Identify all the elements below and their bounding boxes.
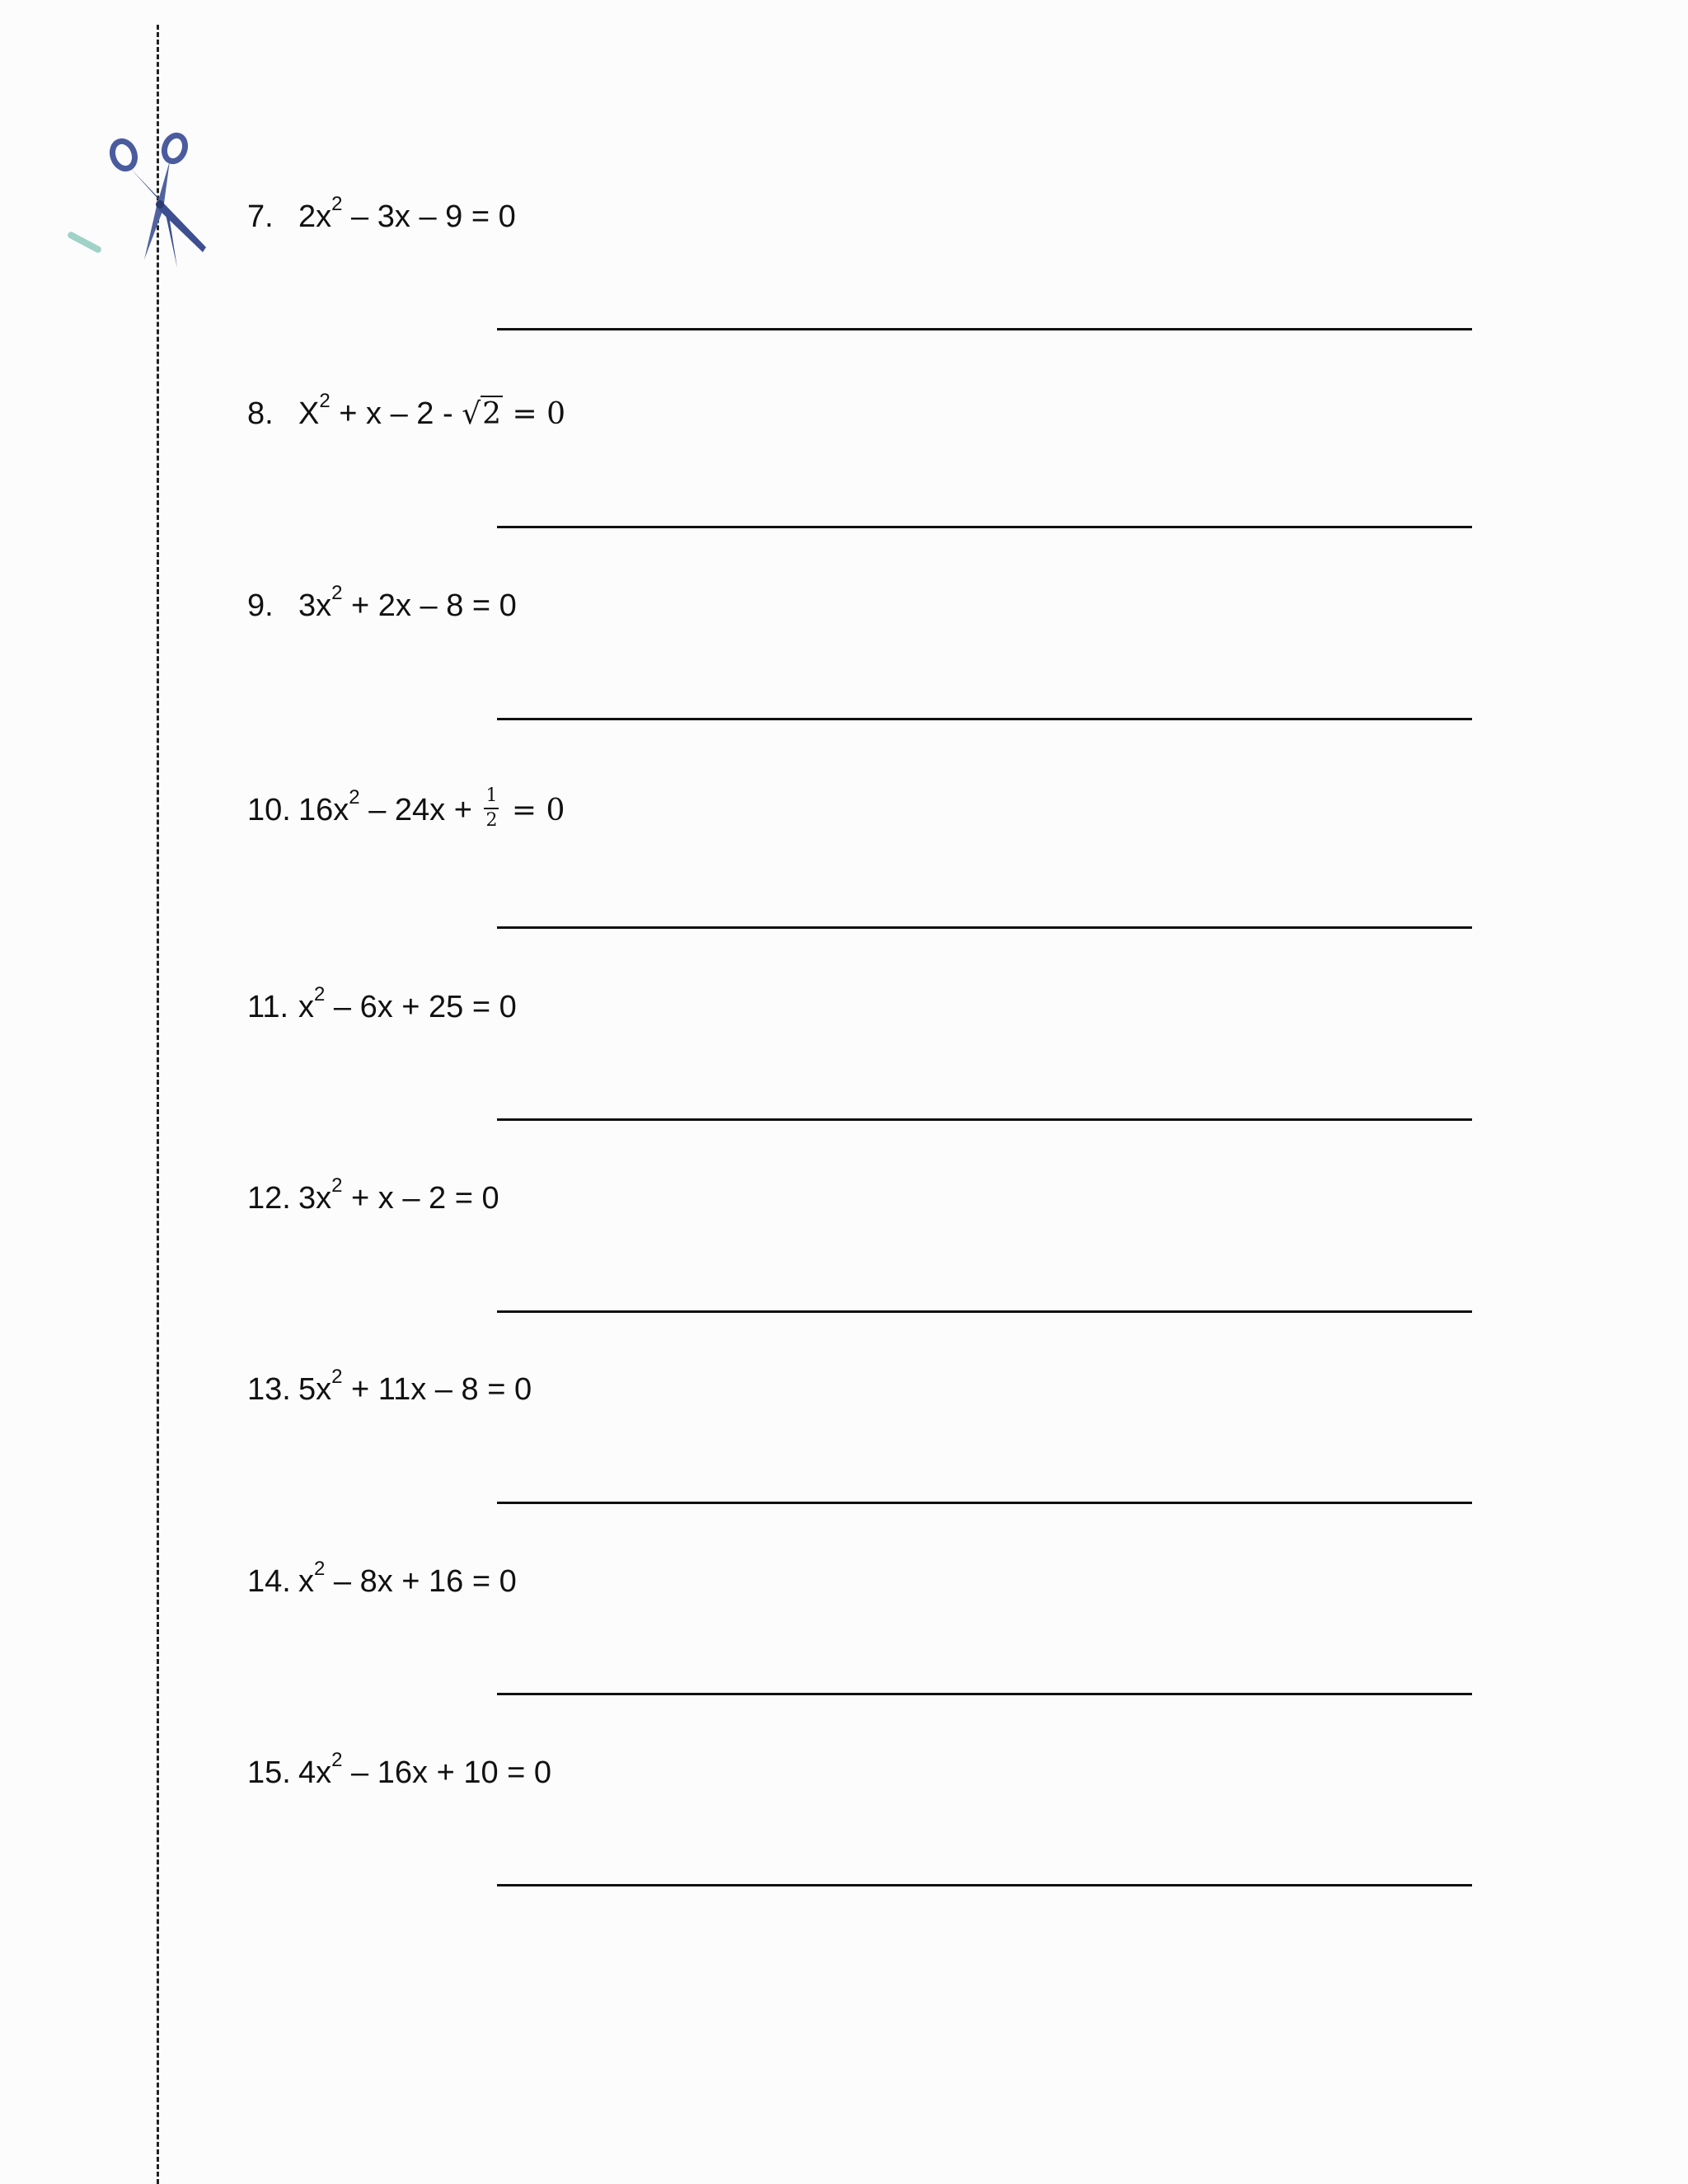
- answer-line-14[interactable]: [497, 1693, 1472, 1695]
- exponent: 2: [331, 1174, 343, 1197]
- square-root: [462, 397, 503, 431]
- exponent: 2: [331, 1366, 343, 1389]
- problem-number: 9.: [247, 588, 274, 623]
- problem-number: 8.: [247, 396, 274, 431]
- equation: [298, 193, 516, 234]
- answer-line-13[interactable]: [497, 1502, 1472, 1504]
- exponent: 2: [314, 1558, 326, 1581]
- equation-term: x: [298, 990, 314, 1024]
- dashed-cut-line: [157, 25, 159, 2184]
- problem-number: 10.: [247, 793, 291, 828]
- answer-line-7[interactable]: [497, 328, 1472, 330]
- answer-line-12[interactable]: [497, 1310, 1472, 1313]
- equation-term: – 8x + 16 = 0: [325, 1564, 517, 1599]
- fraction-numerator: 1: [484, 787, 499, 809]
- problem-number: 14.: [247, 1564, 291, 1599]
- answer-line-10[interactable]: [497, 926, 1472, 929]
- equation-term: x: [298, 1564, 314, 1599]
- problem-9: [247, 582, 517, 623]
- problem-number: 11.: [247, 990, 289, 1024]
- equation-term: + x – 2 -: [330, 396, 462, 431]
- problem-14: [247, 1558, 517, 1599]
- equation-term: – 24x +: [359, 793, 481, 828]
- equation: [298, 1366, 532, 1407]
- equation-term: 16x: [298, 793, 349, 828]
- problem-number: 12.: [247, 1181, 291, 1216]
- problem-13: [247, 1366, 532, 1407]
- equation: [298, 582, 517, 623]
- exponent: 2: [331, 1749, 343, 1772]
- answer-line-15[interactable]: [497, 1884, 1472, 1886]
- equation-term: – 16x + 10 = 0: [342, 1755, 552, 1790]
- problem-15: [247, 1749, 552, 1790]
- equation-term: – 3x – 9 = 0: [342, 199, 516, 234]
- answer-line-9[interactable]: [497, 718, 1472, 720]
- exponent: 2: [331, 193, 343, 216]
- problem-number: 13.: [247, 1372, 291, 1407]
- problem-11: [247, 983, 517, 1024]
- equation-term: – 6x + 25 = 0: [325, 990, 517, 1024]
- problem-8: [247, 390, 566, 431]
- fraction-denominator: 2: [485, 810, 498, 831]
- problem-number: 7.: [247, 199, 274, 234]
- radical-sign: √: [462, 397, 481, 431]
- equation: [298, 1558, 517, 1599]
- equation: [298, 1749, 552, 1790]
- problem-number: 15.: [247, 1755, 291, 1790]
- equation-term: 3x: [298, 1181, 332, 1216]
- equation: [298, 390, 566, 431]
- problem-7: [247, 193, 516, 234]
- equation-term: + x – 2 = 0: [342, 1181, 499, 1216]
- fraction: [484, 787, 499, 830]
- equation-term: 3x: [298, 588, 332, 623]
- exponent: 2: [319, 390, 331, 413]
- equation-term: = 0: [502, 794, 565, 828]
- answer-line-8[interactable]: [497, 526, 1472, 528]
- exponent: 2: [349, 786, 360, 809]
- equation-term: 5x: [298, 1372, 332, 1407]
- equation-term: = 0: [503, 397, 566, 431]
- problem-12: [247, 1174, 499, 1216]
- equation: [298, 983, 517, 1024]
- equation-term: 4x: [298, 1755, 332, 1790]
- answer-line-11[interactable]: [497, 1118, 1472, 1121]
- problem-10: [247, 785, 565, 833]
- equation-term: 2x: [298, 199, 332, 234]
- equation-term: + 2x – 8 = 0: [342, 588, 517, 623]
- equation-term: + 11x – 8 = 0: [342, 1372, 532, 1407]
- exponent: 2: [331, 582, 343, 605]
- equation: [298, 1174, 499, 1216]
- equation: [298, 785, 565, 833]
- radicand: 2: [482, 397, 502, 431]
- exponent: 2: [314, 983, 326, 1006]
- scissors-shadow: [67, 231, 102, 254]
- equation-term: X: [298, 396, 320, 431]
- scissors-icon: [99, 124, 206, 272]
